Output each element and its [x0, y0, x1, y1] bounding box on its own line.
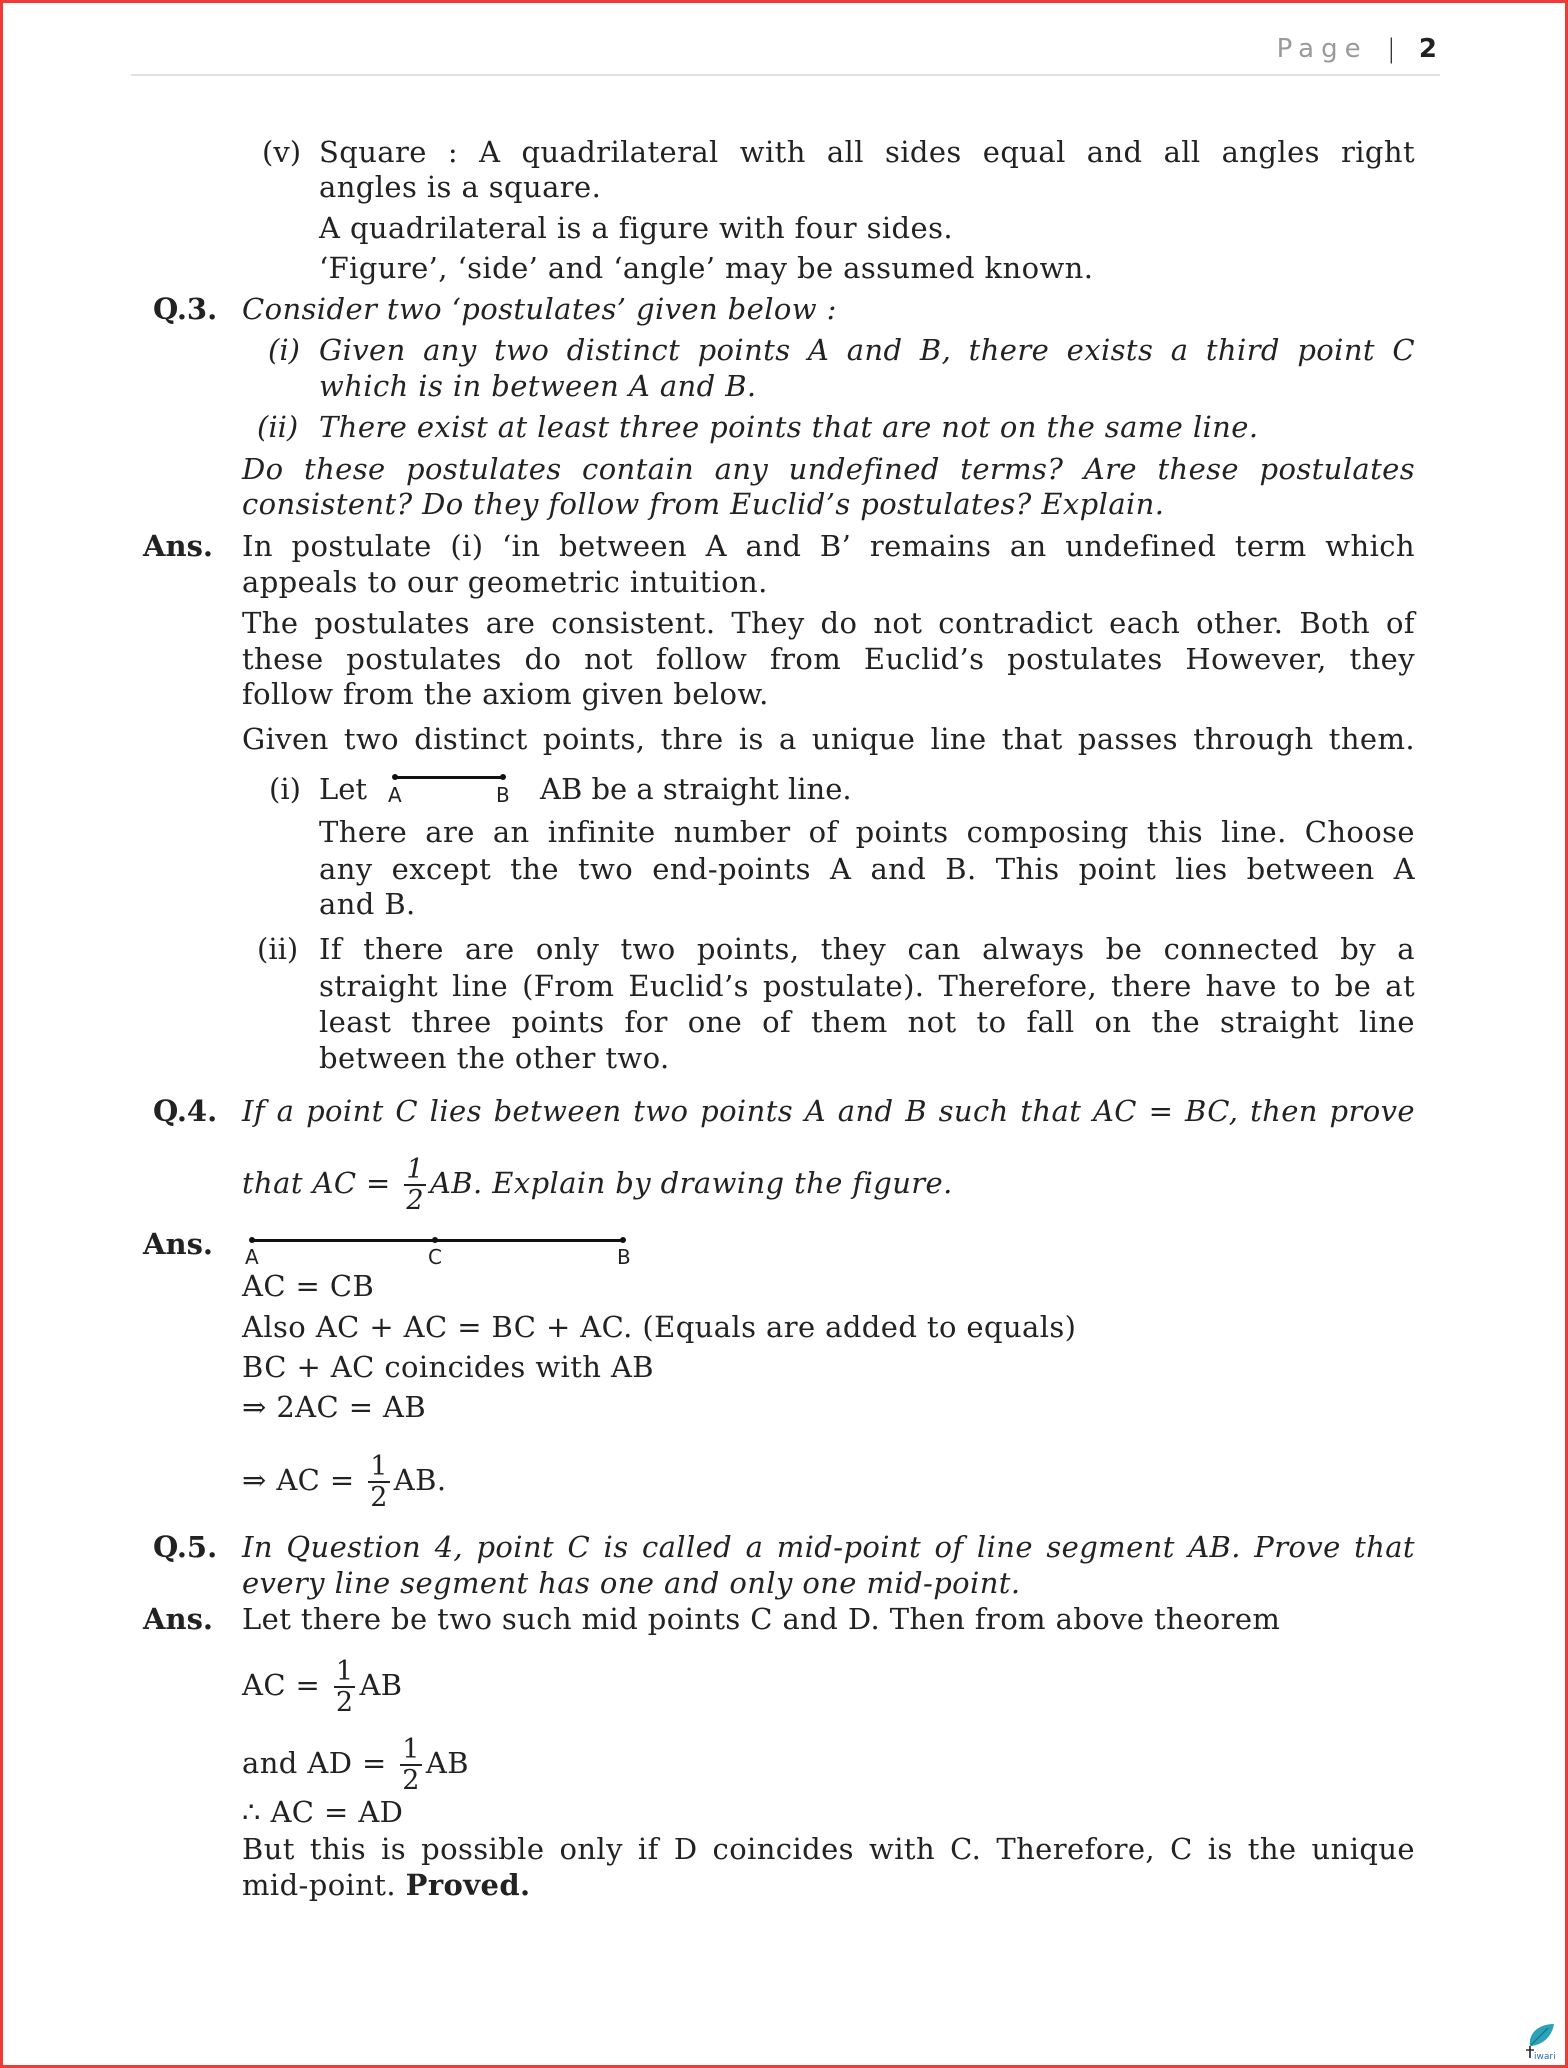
fraction-denominator: 2 — [402, 1765, 420, 1796]
def-v-line2: angles is a square. — [319, 170, 602, 204]
point-a-dot — [392, 774, 398, 780]
fraction-numerator: 1 — [402, 1734, 420, 1765]
page-label: Page — [1276, 34, 1368, 64]
a3-ii-line1: If there are only two points, they can always be connected by a — [319, 932, 1415, 966]
point-a-label: A — [245, 1245, 259, 1269]
def-v-line1: Square : A quadrilateral with all sides equal and all angles right — [319, 135, 1415, 169]
a3-line2: appeals to our geometric intuition. — [242, 565, 768, 599]
a3-i-rest: AB be a straight line. — [540, 772, 852, 806]
a3-ii-line3: least three points for one of them not to fall on the straight line — [319, 1005, 1415, 1039]
a3-label: Ans. — [143, 529, 214, 563]
a4-line5-post: AB. — [393, 1463, 447, 1497]
q3-p2-line1: There exist at least three points that are not on the same line. — [319, 410, 1259, 444]
q3-label: Q.3. — [153, 292, 218, 326]
q5-line1: In Question 4, point C is called a mid-point of line segment AB. Prove that — [242, 1530, 1415, 1564]
fraction-numerator: 1 — [406, 1154, 424, 1185]
fraction-denominator: 2 — [335, 1687, 354, 1718]
q3-ask-line2: consistent? Do they follow from Euclid’s postulates? Explain. — [242, 487, 1165, 521]
a5-line6 — [242, 1868, 531, 1902]
a4-line4: ⇒ 2AC = AB — [242, 1390, 427, 1424]
q4-line2 — [242, 1148, 953, 1218]
point-a-dot — [249, 1237, 255, 1243]
a3-line5: follow from the axiom given below. — [242, 677, 769, 711]
a3-line1: In postulate (i) ‘in between A and B’ remains an undefined term which — [242, 529, 1415, 563]
q5-label: Q.5. — [153, 1530, 218, 1564]
a3-i-line4: and B. — [319, 887, 416, 921]
q4-line2-post: AB. Explain by drawing the figure. — [429, 1166, 953, 1200]
proved-label: Proved. — [405, 1868, 531, 1902]
q3-p1-line2: which is in between A and B. — [319, 369, 757, 403]
a3-i-line2: There are an infinite number of points composing this line. Choose — [319, 815, 1415, 849]
a3-line6: Given two distinct points, thre is a unique line that passes through them. — [242, 722, 1415, 756]
a5-eq2-pre: and AD = — [242, 1746, 387, 1780]
header-rule — [131, 74, 1440, 76]
a3-ii-marker: (ii) — [257, 932, 299, 966]
q5-line2: every line segment has one and only one mid-point. — [242, 1566, 1021, 1600]
fraction-half — [404, 1156, 426, 1214]
page-separator: | — [1386, 34, 1396, 64]
a5-eq2 — [242, 1728, 469, 1798]
q3-intro: Consider two ‘postulates’ given below : — [242, 292, 837, 326]
fraction-numerator: 1 — [370, 1451, 388, 1482]
a4-line5 — [242, 1445, 446, 1515]
q3-p1-marker: (i) — [268, 333, 300, 367]
a4-line5-pre: ⇒ AC = — [242, 1463, 355, 1497]
line-segment-ab — [395, 776, 503, 779]
point-b-dot — [500, 774, 506, 780]
svg-text:iwari: iwari — [1534, 2052, 1556, 2062]
a5-eq1-pre: AC = — [242, 1668, 321, 1702]
a4-label: Ans. — [143, 1227, 214, 1261]
tiwari-logo — [1520, 2018, 1560, 2062]
q4-line2-pre: that AC = — [242, 1166, 391, 1200]
page-number: 2 — [1418, 34, 1437, 64]
fraction-half — [400, 1736, 422, 1794]
q3-p1-line1: Given any two distinct points A and B, there exists a third point C — [319, 333, 1415, 367]
point-a-label: A — [388, 783, 402, 807]
fraction-half — [334, 1658, 356, 1716]
fraction-denominator: 2 — [406, 1185, 424, 1216]
fraction-numerator: 1 — [335, 1656, 354, 1687]
a5-line4: ∴ AC = AD — [242, 1795, 404, 1829]
point-b-label: B — [617, 1245, 631, 1269]
def-v-line4: ‘Figure’, ‘side’ and ‘angle’ may be assumed known. — [319, 251, 1094, 285]
a4-line3: BC + AC coincides with AB — [242, 1350, 655, 1384]
a4-line2: Also AC + AC = BC + AC. (Equals are added to equals) — [242, 1310, 1077, 1344]
a3-line4: these postulates do not follow from Euclid’s postulates However, they — [242, 642, 1415, 676]
fraction-half — [368, 1453, 390, 1511]
def-v-marker: (v) — [262, 135, 302, 169]
point-c-dot — [432, 1237, 438, 1243]
fraction-denominator: 2 — [370, 1482, 388, 1513]
a5-eq1-post: AB — [359, 1668, 403, 1702]
def-v-line3: A quadrilateral is a figure with four sides. — [319, 211, 953, 245]
point-b-label: B — [496, 783, 510, 807]
q3-ask-line1: Do these postulates contain any undefined terms? Are these postulates — [242, 452, 1415, 486]
leaf-icon — [1520, 2018, 1560, 2062]
a3-ii-line4: between the other two. — [319, 1041, 670, 1075]
q4-line1: If a point C lies between two points A and B such that AC = BC, then prove — [242, 1094, 1415, 1128]
page-header — [1277, 34, 1437, 64]
a5-label: Ans. — [143, 1602, 214, 1636]
a3-i-marker: (i) — [269, 772, 301, 806]
a3-i-let: Let — [319, 772, 368, 806]
q4-label: Q.4. — [153, 1094, 218, 1128]
a3-line3: The postulates are consistent. They do not contradict each other. Both of — [242, 606, 1415, 640]
a5-eq1 — [242, 1650, 403, 1720]
a3-ii-line2: straight line (From Euclid’s postulate). Therefore, there have to be at — [319, 969, 1415, 1003]
point-c-label: C — [428, 1245, 442, 1269]
a5-line5: But this is possible only if D coincides with C. Therefore, C is the unique — [242, 1832, 1415, 1866]
a5-line1: Let there be two such mid points C and D. Then from above theorem — [242, 1602, 1281, 1636]
q3-p2-marker: (ii) — [257, 410, 299, 444]
a5-line6-pre: mid-point. — [242, 1868, 396, 1902]
a5-eq2-post: AB — [425, 1746, 469, 1780]
a4-line1: AC = CB — [242, 1269, 375, 1303]
point-b-dot — [620, 1237, 626, 1243]
a3-i-line3: any except the two end-points A and B. This point lies between A — [319, 852, 1415, 886]
